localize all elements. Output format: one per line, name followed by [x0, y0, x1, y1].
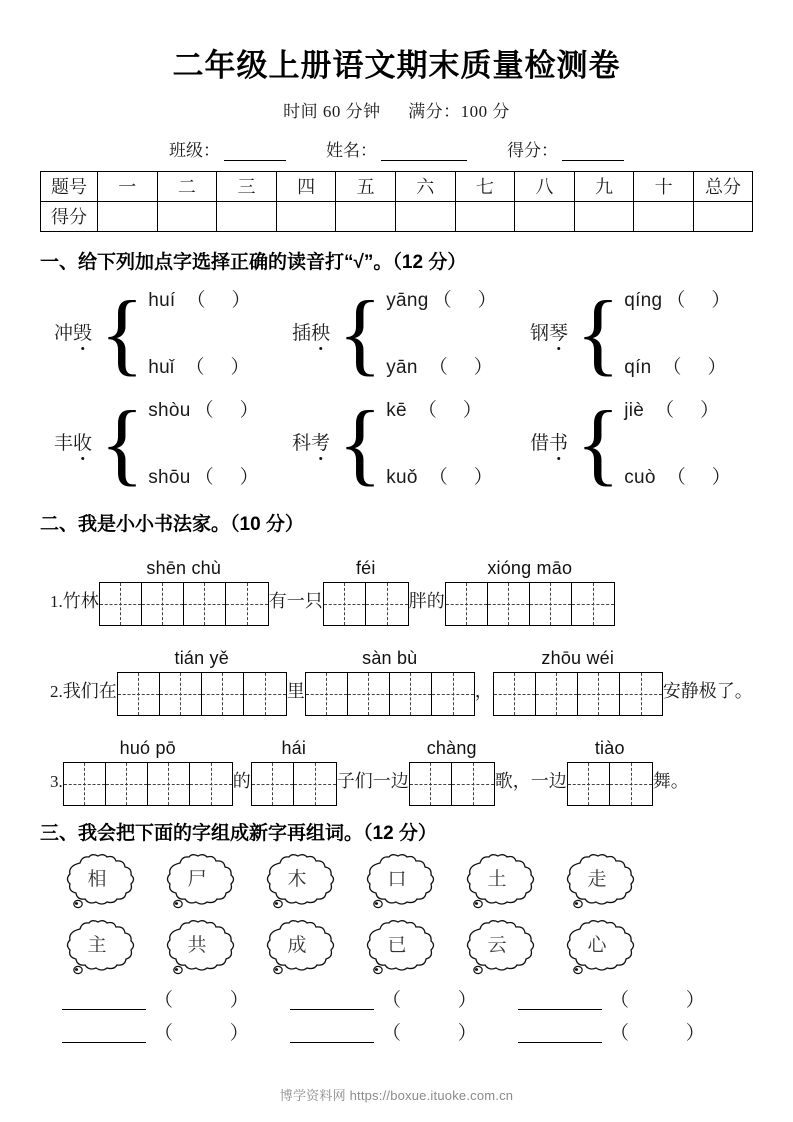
pinyin-option[interactable] [386, 395, 493, 422]
score-cell-1[interactable] [98, 201, 158, 231]
cloud-bubble-icon [560, 919, 638, 977]
pinyin-hint: huó pō [119, 737, 176, 758]
tianzige-cell[interactable] [244, 673, 286, 715]
answer-blank-item[interactable] [290, 991, 518, 1010]
pinyin-option[interactable] [148, 462, 258, 489]
new-character-blank[interactable] [518, 1028, 602, 1043]
tianzige-cell[interactable] [610, 763, 652, 805]
class-field[interactable] [169, 136, 286, 161]
section-3-body [40, 853, 753, 1043]
cloud-character: 成 [287, 934, 307, 956]
sentence-text: 我们在 [62, 680, 117, 701]
new-character-blank[interactable] [290, 1028, 374, 1043]
tianzige-cell[interactable] [252, 763, 294, 805]
writing-line [40, 640, 753, 716]
sentence-text: 胖的 [408, 590, 445, 611]
pinyin-hint: xióng māo [487, 557, 573, 578]
section-3-heading: 三、我会把下面的字组成新字再组词。（12 分） [40, 822, 437, 844]
tianzige-grid[interactable] [63, 762, 233, 806]
pinyin-option[interactable] [148, 395, 258, 422]
line-number: 2. [50, 681, 63, 701]
tianzige-cell[interactable] [100, 583, 142, 625]
tianzige-cell[interactable] [572, 583, 614, 625]
pinyin-choice-row [40, 280, 753, 384]
target-word: 借书 [530, 428, 574, 455]
answer-paren: （ ） [186, 289, 251, 311]
score-blank[interactable] [562, 145, 624, 161]
score-cell-3[interactable] [217, 201, 277, 231]
pinyin-grid-block [117, 648, 287, 716]
cloud-character: 共 [187, 934, 207, 956]
tianzige-cell[interactable] [118, 673, 160, 715]
target-word: 冲毁 [54, 318, 98, 345]
page-title: 二年级上册语文期末质量检测卷 [172, 48, 621, 83]
pinyin-option[interactable] [148, 285, 250, 312]
name-blank[interactable] [381, 145, 467, 161]
tianzige-cell[interactable] [324, 583, 366, 625]
pinyin-choice-group: 冲毁 { huí （ ） huǐ （ ） [54, 281, 251, 384]
class-label: 班级： [169, 140, 220, 160]
pinyin-hint: sàn bù [362, 647, 418, 668]
line-number: 1. [50, 591, 63, 611]
tianzige-cell[interactable] [226, 583, 268, 625]
answer-paren: （ ） [194, 399, 259, 421]
pinyin-text: huí [148, 289, 176, 311]
pinyin-option[interactable] [386, 285, 496, 312]
pinyin-text: yān [386, 356, 418, 378]
pinyin-text: qín [624, 356, 652, 378]
tianzige-cell[interactable] [306, 673, 348, 715]
section-2-body [40, 550, 753, 806]
section-2-heading: 二、我是小小书法家。（10 分） [40, 513, 304, 535]
col-header-6: 六 [395, 171, 455, 201]
pinyin-grid-block [251, 738, 337, 806]
cloud-character: 相 [87, 868, 107, 890]
tianzige-grid[interactable] [409, 762, 495, 806]
answer-blank-item[interactable] [518, 991, 746, 1010]
tianzige-cell[interactable] [536, 673, 578, 715]
answer-paren: （ ） [417, 399, 482, 421]
pinyin-options [386, 283, 496, 381]
pinyin-grid-block [493, 648, 663, 716]
tianzige-cell[interactable] [390, 673, 432, 715]
cloud-bubble-icon [460, 853, 538, 911]
pinyin-options [386, 393, 493, 491]
cloud-bubble-icon [60, 919, 138, 977]
pinyin-hint: hái [281, 737, 307, 758]
cloud-bubble-icon [160, 853, 238, 911]
answer-paren: （ ） [666, 289, 731, 311]
score-label: 得分： [507, 140, 558, 160]
row-header-question: 题号 [41, 171, 98, 201]
tianzige-cell[interactable] [530, 583, 572, 625]
sentence-text: 里 [286, 680, 305, 701]
col-header-8: 八 [515, 171, 575, 201]
pinyin-choice-row [40, 390, 753, 494]
tianzige-grid[interactable] [117, 672, 287, 716]
cloud-bubble-icon [360, 853, 438, 911]
answer-blank-row [40, 991, 753, 1010]
score-cell-total[interactable] [694, 201, 753, 231]
pinyin-option[interactable] [148, 352, 250, 379]
pinyin-text: kuǒ [386, 466, 418, 488]
pinyin-text: jiè [624, 399, 645, 421]
tianzige-grid[interactable] [99, 582, 269, 626]
tianzige-grid[interactable] [305, 672, 475, 716]
pinyin-options [624, 283, 730, 381]
cloud-bubble-icon [560, 853, 638, 911]
tianzige-cell[interactable] [190, 763, 232, 805]
pinyin-options [624, 393, 731, 491]
pinyin-grid-block [445, 558, 615, 626]
score-cell-5[interactable] [336, 201, 396, 231]
tianzige-cell[interactable] [184, 583, 226, 625]
sentence-text: 歌，一边 [494, 770, 567, 791]
tianzige-cell[interactable] [452, 763, 494, 805]
tianzige-cell[interactable] [160, 673, 202, 715]
tianzige-cell[interactable] [432, 673, 474, 715]
target-word: 钢琴 [530, 318, 574, 345]
pinyin-hint: zhōu wéi [541, 647, 615, 668]
answer-paren: （ ） [662, 356, 727, 378]
col-header-9: 九 [574, 171, 634, 201]
cloud-row [40, 853, 753, 911]
sentence-text: 有一只 [268, 590, 323, 611]
score-table [40, 171, 753, 232]
cloud-character: 云 [487, 934, 507, 956]
tianzige-cell[interactable] [64, 763, 106, 805]
answer-blank-item[interactable] [518, 1024, 746, 1043]
pinyin-option[interactable] [624, 395, 731, 422]
new-character-blank[interactable] [290, 995, 374, 1010]
answer-paren: （ ） [655, 399, 720, 421]
pinyin-choice-group: 插秧 { yāng （ ） yān （ ） [292, 281, 497, 384]
pinyin-choice-group: 借书 { jiè （ ） cuò （ ） [530, 391, 731, 494]
table-row-scores [41, 201, 753, 231]
cloud-bubble-icon [60, 853, 138, 911]
cloud-character: 心 [587, 934, 607, 956]
new-character-blank[interactable] [518, 995, 602, 1010]
score-cell-8[interactable] [515, 201, 575, 231]
tianzige-cell[interactable] [446, 583, 488, 625]
word-answer-paren[interactable]: （ ） [382, 989, 503, 1011]
col-header-5: 五 [336, 171, 396, 201]
writing-line [40, 550, 753, 626]
col-header-total: 总分 [694, 171, 753, 201]
col-header-2: 二 [157, 171, 217, 201]
cloud-character: 已 [387, 934, 407, 956]
answer-blank-item[interactable] [62, 1024, 290, 1043]
cloud-character: 走 [587, 868, 607, 890]
name-field[interactable] [326, 136, 467, 161]
sentence-text: 安静极了。 [662, 680, 753, 701]
answer-paren: （ ） [194, 466, 259, 488]
tianzige-cell[interactable] [148, 763, 190, 805]
tianzige-cell[interactable] [202, 673, 244, 715]
tianzige-cell[interactable] [106, 763, 148, 805]
pinyin-option[interactable] [386, 352, 496, 379]
pinyin-text: shōu [148, 466, 191, 488]
tianzige-cell[interactable] [294, 763, 336, 805]
score-cell-10[interactable] [634, 201, 694, 231]
pinyin-choice-group: 丰收 { shòu （ ） shōu （ ） [54, 391, 259, 494]
pinyin-grid-block [99, 558, 269, 626]
cloud-bubble-icon [260, 853, 338, 911]
tianzige-grid[interactable] [445, 582, 615, 626]
cloud-row [40, 919, 753, 977]
word-answer-paren[interactable]: （ ） [382, 1022, 503, 1044]
pinyin-grid-block [323, 558, 409, 626]
cloud-character: 主 [87, 934, 107, 956]
pinyin-choice-group: 科考 { kē （ ） kuǒ （ ） [292, 391, 493, 494]
pinyin-grid-block [63, 738, 233, 806]
tianzige-grid[interactable] [251, 762, 337, 806]
word-answer-paren[interactable]: （ ） [154, 989, 275, 1011]
sentence-text: 竹林 [62, 590, 99, 611]
sentence-text: ， [474, 680, 493, 701]
pinyin-option[interactable] [624, 462, 731, 489]
tianzige-cell[interactable] [494, 673, 536, 715]
section-1-body [40, 280, 753, 494]
score-cell-2[interactable] [157, 201, 217, 231]
writing-line [40, 730, 753, 806]
sentence-text: 子们一边 [336, 770, 409, 791]
answer-blank-item[interactable] [62, 991, 290, 1010]
pinyin-text: cuò [624, 466, 656, 488]
tianzige-cell[interactable] [578, 673, 620, 715]
answer-blank-item[interactable] [290, 1024, 518, 1043]
cloud-character: 口 [387, 868, 407, 890]
new-character-blank[interactable] [62, 1028, 146, 1043]
word-answer-paren[interactable]: （ ） [610, 1022, 731, 1044]
pinyin-grid-block [409, 738, 495, 806]
col-header-3: 三 [217, 171, 277, 201]
exam-meta [40, 97, 753, 122]
cloud-character: 土 [487, 868, 507, 890]
pinyin-text: shòu [148, 399, 191, 421]
tianzige-grid[interactable] [323, 582, 409, 626]
answer-paren: （ ） [428, 466, 493, 488]
sentence-text: 舞。 [652, 770, 689, 791]
tianzige-cell[interactable] [410, 763, 452, 805]
cloud-bubble-icon [160, 919, 238, 977]
pinyin-options [148, 393, 258, 491]
line-number: 3. [50, 771, 63, 791]
target-word: 丰收 [54, 428, 98, 455]
target-word: 插秧 [292, 318, 336, 345]
row-header-score: 得分 [41, 201, 98, 231]
pinyin-option[interactable] [624, 285, 730, 312]
tianzige-cell[interactable] [568, 763, 610, 805]
score-cell-4[interactable] [276, 201, 336, 231]
pinyin-option[interactable] [386, 462, 493, 489]
answer-blank-row [40, 1024, 753, 1043]
tianzige-cell[interactable] [348, 673, 390, 715]
cloud-bubble-icon [460, 919, 538, 977]
col-header-7: 七 [455, 171, 515, 201]
tianzige-cell[interactable] [620, 673, 662, 715]
pinyin-text: yāng [386, 289, 429, 311]
pinyin-hint: féi [355, 557, 376, 578]
section-1-heading: 一、给下列加点字选择正确的读音打“√”。（12 分） [40, 251, 467, 273]
pinyin-grid-block [567, 738, 653, 806]
exam-total-score: 满分：100 分 [408, 101, 510, 121]
tianzige-cell[interactable] [142, 583, 184, 625]
class-blank[interactable] [224, 145, 286, 161]
score-cell-9[interactable] [574, 201, 634, 231]
col-header-4: 四 [276, 171, 336, 201]
table-row-question-numbers [41, 171, 753, 201]
target-word: 科考 [292, 428, 336, 455]
tianzige-cell[interactable] [488, 583, 530, 625]
tianzige-grid[interactable] [493, 672, 663, 716]
exam-duration: 时间 60 分钟 [283, 101, 381, 121]
name-label: 姓名： [326, 140, 377, 160]
answer-paren: （ ） [432, 289, 497, 311]
pinyin-hint: tián yě [174, 647, 229, 668]
score-cell-7[interactable] [455, 201, 515, 231]
word-answer-paren[interactable]: （ ） [154, 1022, 275, 1044]
answer-paren: （ ） [185, 356, 250, 378]
pinyin-option[interactable] [624, 352, 730, 379]
cloud-bubble-icon [260, 919, 338, 977]
col-header-10: 十 [634, 171, 694, 201]
pinyin-grid-block [305, 648, 475, 716]
cloud-character: 尸 [187, 868, 207, 890]
answer-paren: （ ） [428, 356, 493, 378]
word-answer-paren[interactable]: （ ） [610, 989, 731, 1011]
pinyin-hint: tiào [594, 737, 625, 758]
pinyin-choice-group: 钢琴 { qíng （ ） qín （ ） [530, 281, 731, 384]
pinyin-options [148, 283, 250, 381]
pinyin-text: huǐ [148, 356, 175, 378]
score-field[interactable] [507, 136, 624, 161]
student-info-line [40, 136, 753, 161]
footer-watermark: 博学资料网 https://boxue.ituoke.com.cn [279, 1088, 514, 1103]
sentence-text: 的 [232, 770, 251, 791]
col-header-1: 一 [98, 171, 158, 201]
pinyin-hint: shēn chù [146, 557, 222, 578]
score-cell-6[interactable] [395, 201, 455, 231]
cloud-character: 木 [287, 868, 307, 890]
pinyin-hint: chàng [426, 737, 477, 758]
new-character-blank[interactable] [62, 995, 146, 1010]
tianzige-cell[interactable] [366, 583, 408, 625]
cloud-bubble-icon [360, 919, 438, 977]
tianzige-grid[interactable] [567, 762, 653, 806]
pinyin-text: kē [386, 399, 407, 421]
pinyin-text: qíng [624, 289, 663, 311]
answer-paren: （ ） [666, 466, 731, 488]
